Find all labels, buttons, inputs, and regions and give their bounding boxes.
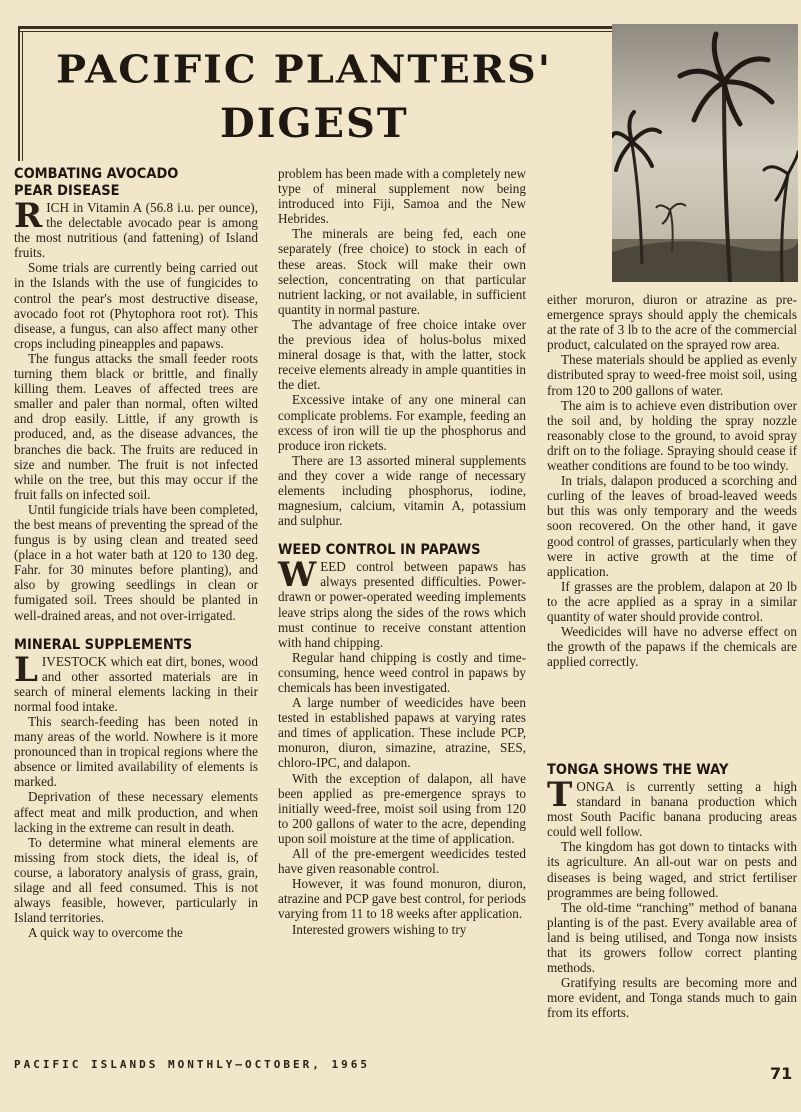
weed-paragraph: WEED control between papaws has always presented difficulties. Power-drawn or power-operated weeding implements leave strips along the sides of the rows which must continue to receive constant attention with hand chipping. — [278, 555, 526, 650]
tonga-paragraph: The kingdom has got down to tintacks with its agriculture. An all-out war on pests and diseases is being waged, and strict fertiliser programmes are being followed. — [547, 839, 797, 900]
minerals-paragraph: A quick way to overcome the — [28, 925, 183, 941]
masthead-frame-top — [18, 26, 612, 29]
palm-tree-photo — [612, 24, 798, 282]
avocado-headline-line2: PEAR DISEASE — [14, 183, 120, 199]
column-1 — [14, 166, 258, 940]
weed-paragraph: Interested growers wishing to try — [292, 921, 467, 937]
weed-paragraph: Weedicides will have no adverse effect on the growth of the papaws if the chemicals are applied correctly. — [547, 624, 797, 670]
page-number: 71 — [770, 1064, 793, 1083]
avocado-paragraph: The fungus attacks the small feeder roots turning them black or brittle, and finally killing them. Leaves of affected trees are smaller and paler than normal, often wilted and drop easily. Little, if any growth is produced, and, as the disease advances, the branches die back. The fruits are reduced in size and number. The fruit is not infected while on the tree, but this may occur if the fruit falls on infected soil. — [14, 350, 258, 502]
column-2 — [278, 166, 526, 937]
masthead-subtitle: DIGEST — [220, 100, 409, 147]
weed-paragraph: These materials should be applied as evenly distributed spray to weed-free moist soil, using from 120 to 200 gallons of water. — [547, 352, 797, 398]
masthead-title: PACIFIC PLANTERS' — [56, 47, 553, 92]
minerals-paragraph: problem has been made with a completely new type of mineral supplement now being introduced into Fiji, Samoa and the New Hebrides. — [278, 166, 526, 227]
avocado-paragraph: Until fungicide trials have been completed, the best means of preventing the spread of the fungus is by using clean and treated seed (place in a hot water bath at 120 to 130 deg. Fahr. for 30 minutes before planting), and also by growing seedlings in clean or fumigated soil. Trees should be planted in well-drained areas, and not over-irrigated. — [14, 501, 258, 623]
minerals-paragraph: There are 13 assorted mineral supplements and they cover a wide range of necessary elements including phosphorus, iodine, magnesium, calcium, vitamin A, potassium and sulphur. — [278, 452, 526, 529]
tonga-paragraph: TONGA is currently setting a high standard in banana production which most South Pacific banana producing areas could well follow. — [547, 775, 797, 840]
weed-paragraph: However, it was found monuron, diuron, atrazine and PCP gave best control, for periods varying from 11 to 18 weeks after application. — [278, 876, 526, 922]
masthead-frame-left-inner — [22, 31, 23, 161]
minerals-paragraph: Excessive intake of any one mineral can complicate problems. For example, feeding an excess of iron will tie up the phosphorus and produce iron rickets. — [278, 392, 526, 453]
masthead-frame-top-inner — [18, 31, 612, 32]
weed-paragraph: The aim is to achieve even distribution over the soil and, by holding the spray nozzle reasonably close to the ground, to avoid spray drift on to the foliage. Spraying should cease if weather conditions are found to be too windy. — [547, 397, 797, 474]
minerals-paragraph: The advantage of free choice intake over the previous idea of holus-bolus mixed mineral dosage is that, with the latter, stock receive elements already in ample quantities in the diet. — [278, 316, 526, 393]
weed-paragraph: If grasses are the problem, dalapon at 20 lb to the acre applied as a spray in a similar quantity of water should provide control. — [547, 578, 797, 624]
weed-paragraph: Regular hand chipping is costly and time-consuming, hence weed control in papaws by chemicals has been investigated. — [278, 649, 526, 695]
tonga-paragraph: Gratifying results are becoming more and more evident, and Tonga stands much to gain from its efforts. — [547, 975, 797, 1021]
weed-paragraph: either moruron, diuron or atrazine as pre-emergence sprays should apply the chemicals at the rate of 3 lb to the acre of the commercial product, calculated on the sprayed row area. — [547, 292, 797, 353]
masthead-frame-left — [18, 26, 20, 161]
drop-cap: R — [14, 196, 43, 236]
avocado-headline-line1: COMBATING AVOCADO — [14, 166, 179, 182]
drop-cap: T — [547, 775, 573, 815]
drop-cap: L — [14, 649, 38, 690]
column-3-tonga — [547, 762, 797, 1021]
avocado-paragraph: RICH in Vitamin A (56.8 i.u. per ounce), the delectable avocado pear is among the most nutritious (and fattening) of Island fruits. — [14, 196, 258, 261]
tonga-headline: TONGA SHOWS THE WAY — [547, 762, 729, 778]
minerals-headline: MINERAL SUPPLEMENTS — [14, 636, 193, 653]
weed-paragraph: All of the pre-emergent weedicides tested have given reasonable control. — [278, 846, 526, 877]
minerals-paragraph: To determine what mineral elements are missing from stock diets, the ideal is, of course, a laboratory analysis of grass, grain, silage and all feed consumed. This is not always feasible, however, particularly in Island territories. — [14, 834, 258, 926]
tonga-paragraph: The old-time “ranching” method of banana planting is of the past. Every available area of land is being utilised, and Tonga now insists that its growers follow correct planting methods. — [547, 899, 797, 976]
weed-paragraph: In trials, dalapon produced a scorching and curling of the leaves of broad-leaved weeds but this was only temporary and the weeds soon recovered. On the other hand, it gave good control of grasses, particularly when they were in active growth at the time of application. — [547, 473, 797, 579]
column-3 — [547, 292, 797, 669]
weed-control-headline: WEED CONTROL IN PAPAWS — [278, 542, 481, 559]
minerals-paragraph: The minerals are being fed, each one separately (free choice) to stock in each of these areas. Stock will make their own selection, concentrating on that particular nutrient lacking, or not available, in sufficient quantity in normal pasture. — [278, 226, 526, 317]
avocado-paragraph: Some trials are currently being carried out in the Islands with the use of fungicides to control the pear's most destructive disease, avocado foot rot (Phytophora root rot). This disease, a fungus, can also affect many other crops including pineapples and papaws. — [14, 260, 258, 351]
footer-publication-line: PACIFIC ISLANDS MONTHLY—OCTOBER, 1965 — [14, 1058, 371, 1071]
minerals-paragraph: This search-feeding has been noted in many areas of the world. Nowhere is it more pronounced than in tropical regions where the absence or limited availability of elements is marked. — [14, 714, 258, 790]
minerals-paragraph: Deprivation of these necessary elements affect meat and milk production, and when lacking in the extreme can result in death. — [14, 789, 258, 835]
drop-cap: W — [278, 555, 317, 596]
minerals-paragraph: LIVESTOCK which eat dirt, bones, wood and other assorted materials are in search of mineral elements lacking in their normal food intake. — [14, 649, 258, 714]
weed-paragraph: With the exception of dalapon, all have been applied as pre-emergence sprays to initially weed-free, moist soil using from 120 to 200 gallons of water to the acre, depending upon soil moisture at the time of application. — [278, 770, 526, 846]
weed-paragraph: A large number of weedicides have been tested in established papaws at varying rates and times of application. These include PCP, monuron, diuron, simazine, atrazine, SES, chloro-IPC, and dalapon. — [278, 695, 526, 771]
